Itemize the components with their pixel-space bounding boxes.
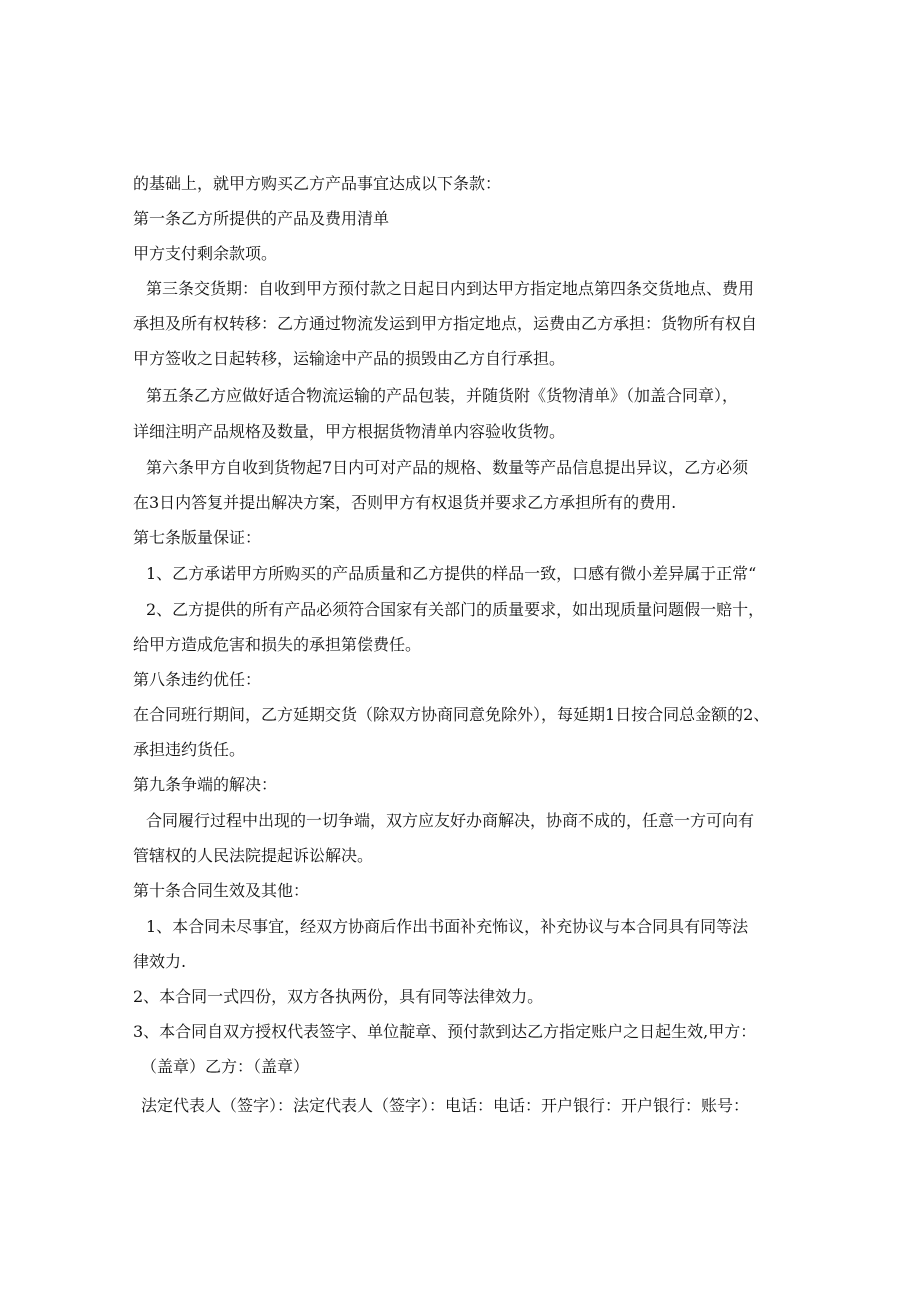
- article-8-text: 在合同班行期间，乙方延期交货（除双方协商同意免除外），每延期1日按合同总金额的2、: [133, 705, 770, 724]
- article-7-heading: 第七条版量保证：: [133, 528, 262, 547]
- text-line: 给甲方造成危害和损失的承担第偿费任。: [133, 635, 422, 654]
- article-6-text: 第六条甲方自收到货物起7日内可对产品的规格、数量等产品信息提出异议，乙方必须: [146, 458, 749, 477]
- text-line: 甲方支付剩余款项。: [133, 244, 278, 263]
- signature-line: 法定代表人（签字）：法定代表人（签字）：电话：电话：开户银行：开户银行：账号：: [141, 1096, 750, 1115]
- text-line: 管辖权的人民法院提起诉讼解决。: [133, 846, 374, 865]
- article-10-item-3: 3、本合同自双方授权代表签字、单位靛章、预付款到达乙方指定账户之日起生效,甲方：: [133, 1022, 757, 1041]
- seal-line: （盖章）乙方：（盖章）: [141, 1057, 310, 1076]
- article-10-item-1: 1、本合同未尽事宜，经双方协商后作出书面补充怖议，补充协议与本合同具有同等法: [146, 917, 749, 936]
- article-7-item-2: 2、乙方提供的所有产品必须符合国家有关部门的质量要求，如出现质量问题假一赔十，: [146, 600, 765, 619]
- article-7-item-1: 1、乙方承诺甲方所购买的产品质量和乙方提供的样品一致，口感有微小差异属于正常“: [146, 564, 757, 583]
- article-5-text: 第五条乙方应做好适合物流运输的产品包装，并随货附《货物清单》（加盖合同章），: [146, 386, 739, 405]
- text-line: 承担及所有权转移：乙方通过物流发运到甲方指定地点，运费由乙方承担：货物所有权自: [133, 314, 758, 333]
- text-line: 在3日内答复并提出解决方案，否则甲方有权退货并要求乙方承担所有的费用.: [133, 493, 677, 512]
- article-9-text: 合同履行过程中出现的一切争端，双方应友好办商解决，协商不成的，任意一方可向有: [146, 811, 755, 830]
- article-10-heading: 第十条合同生效及其他：: [133, 881, 310, 900]
- text-line: 的基础上，就甲方购买乙方产品事宜达成以下条款：: [133, 174, 502, 193]
- text-line: 详细注明产品规格及数量，甲方根据货物清单内容验收货物。: [133, 422, 566, 441]
- article-9-heading: 第九条争端的解决：: [133, 775, 278, 794]
- text-line: 承担违约货任。: [133, 740, 246, 759]
- article-1-heading: 第一条乙方所提供的产品及费用清单: [133, 209, 390, 228]
- text-line: 律效力.: [133, 952, 187, 971]
- text-line: 甲方签收之日起转移，运输途中产品的损毁由乙方自行承担。: [133, 349, 566, 368]
- article-8-heading: 第八条违约优任：: [133, 670, 262, 689]
- article-3-text: 第三条交货期：自收到甲方预付款之日起日内到达甲方指定地点第四条交货地点、费用: [146, 279, 755, 298]
- article-10-item-2: 2、本合同一式四份，双方各执两份，具有同等法律效力。: [133, 987, 544, 1006]
